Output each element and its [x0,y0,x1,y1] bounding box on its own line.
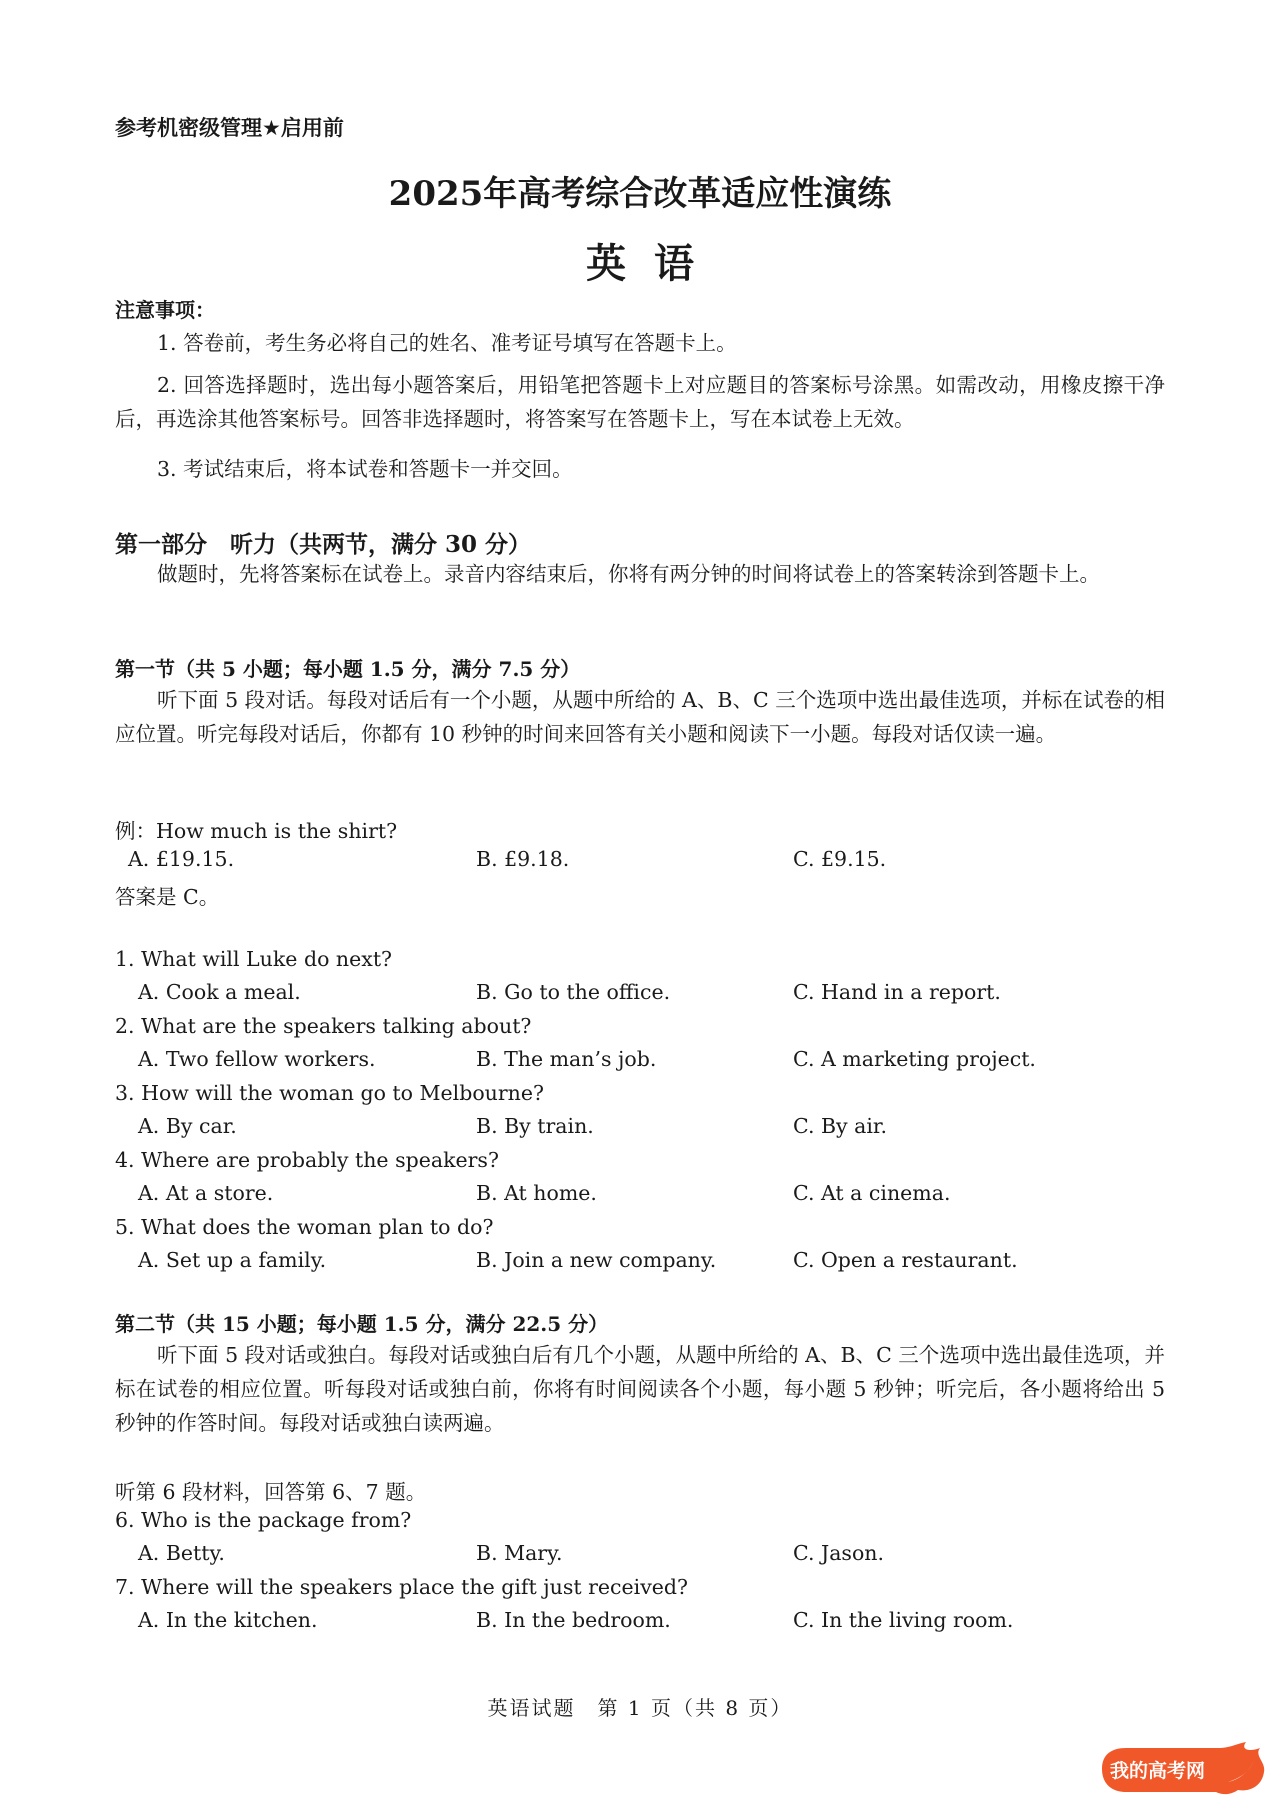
material-6-label: 听第 6 段材料，回答第 6、7 题。 [115,1480,427,1504]
page-footer: 英语试题 第 1 页（共 8 页） [487,1696,793,1720]
question-4-option-a: A. At a store. [138,1181,274,1205]
question-7-option-b: B. In the bedroom. [476,1608,671,1632]
question-2-option-c: C. A marketing project. [793,1047,1036,1071]
section2-heading: 第二节（共 15 小题；每小题 1.5 分，满分 22.5 分） [115,1312,609,1336]
example-answer: 答案是 C。 [115,885,220,909]
question-3: 3. How will the woman go to Melbourne? [115,1081,544,1105]
notes-item-3: 3. 考试结束后，将本试卷和答题卡一并交回。 [157,457,573,481]
part1-heading: 第一部分 听力（共两节，满分 30 分） [115,531,532,558]
section1-instruction: 听下面 5 段对话。每段对话后有一个小题，从题中所给的 A、B、C 三个选项中选出最佳选项，并标在试卷的相应位置。听完每段对话后，你都有 10 秒钟的时间来回答有关小题和阅读下一小题。每段对话仅读一遍。 [115,688,1165,746]
notes-item-2: 2. 回答选择题时，选出每小题答案后，用铅笔把答题卡上对应题目的答案标号涂黑。如需改动，用橡皮擦干净后，再选涂其他答案标号。回答非选择题时，将答案写在答题卡上，写在本试卷上无效。 [115,373,1165,431]
watermark-text: 我的高考网 [1110,1760,1206,1782]
question-6: 6. Who is the package from? [115,1508,412,1532]
watermark-logo [1100,1742,1268,1796]
question-6-option-b: B. Mary. [476,1541,563,1565]
question-5-option-c: C. Open a restaurant. [793,1248,1018,1272]
question-2-option-a: A. Two fellow workers. [138,1047,376,1071]
question-3-option-c: C. By air. [793,1114,887,1138]
question-7-option-c: C. In the living room. [793,1608,1014,1632]
question-5-option-b: B. Join a new company. [476,1248,717,1272]
question-3-option-b: B. By train. [476,1114,594,1138]
question-4-option-c: C. At a cinema. [793,1181,951,1205]
question-4-option-b: B. At home. [476,1181,597,1205]
example-option-b: B. £9.18. [476,847,570,871]
question-2: 2. What are the speakers talking about? [115,1014,532,1038]
question-1-option-b: B. Go to the office. [476,980,671,1004]
confidential-label: 参考机密级管理★启用前 [115,116,344,140]
part1-instruction: 做题时，先将答案标在试卷上。录音内容结束后，你将有两分钟的时间将试卷上的答案转涂到答题卡上。 [157,562,1100,586]
example-question: 例：How much is the shirt? [115,819,398,843]
question-1: 1. What will Luke do next? [115,947,393,971]
exam-title: 2025年高考综合改革适应性演练 [388,174,892,214]
question-7-option-a: A. In the kitchen. [138,1608,318,1632]
section2-instruction: 听下面 5 段对话或独白。每段对话或独白后有几个小题，从题中所给的 A、B、C 三个选项中选出最佳选项，并标在试卷的相应位置。听每段对话或独白前，你将有时间阅读各个小题，每小题 5 秒钟；听完后，各小题将给出 5 秒钟的作答时间。每段对话或独白读两遍。 [115,1343,1165,1435]
question-4: 4. Where are probably the speakers? [115,1148,499,1172]
question-1-option-c: C. Hand in a report. [793,980,1001,1004]
question-5-option-a: A. Set up a family. [138,1248,327,1272]
question-6-option-c: C. Jason. [793,1541,885,1565]
notes-heading: 注意事项： [115,298,215,322]
example-option-a: A. £19.15. [128,847,235,871]
notes-item-1: 1. 答卷前，考生务必将自己的姓名、准考证号填写在答题卡上。 [157,331,737,355]
question-1-option-a: A. Cook a meal. [138,980,301,1004]
question-5: 5. What does the woman plan to do? [115,1215,494,1239]
subject-title: 英语 [586,240,722,287]
example-option-c: C. £9.15. [793,847,887,871]
question-3-option-a: A. By car. [138,1114,237,1138]
question-6-option-a: A. Betty. [138,1541,225,1565]
question-7: 7. Where will the speakers place the gift just received? [115,1575,689,1599]
section1-heading: 第一节（共 5 小题；每小题 1.5 分，满分 7.5 分） [115,657,581,681]
question-2-option-b: B. The man’s job. [476,1047,657,1071]
